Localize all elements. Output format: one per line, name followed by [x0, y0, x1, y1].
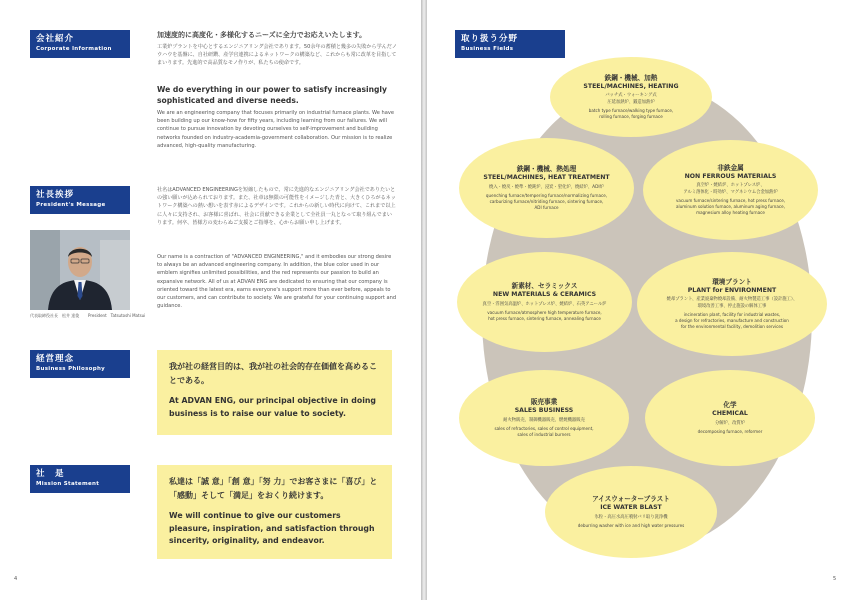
mission-label-en: Mission Statement [36, 481, 100, 487]
field-subtitle-jp: バッチ式・ウォーキング式 圧延加熱炉、鍛造加熱炉 [605, 93, 657, 105]
field-bubble-environment [637, 252, 827, 356]
field-bubble-chemical [645, 370, 815, 466]
field-detail-en: sales of refractories, sales of control equipment, sales of industrial burners [494, 425, 594, 437]
field-detail-en: incineration plant, facility for industrial wastes, a design for refractories, manufacture and construction for the environmental facility, demolition services [675, 312, 789, 330]
mission-label-jp: 社 是 [36, 469, 65, 479]
field-subtitle-jp: 耐火物販売、制御機器販売、燃焼機器販売 [503, 417, 585, 423]
field-title-jp: 鉄鋼・機械、加熱 [604, 73, 658, 82]
president-label [30, 186, 130, 214]
corporate-info-label [30, 30, 130, 58]
field-subtitle-jp: 焼却プラント、産業廃棄物焼却設備、耐火物製造工事（設計施工）、 環境改善工事、停止施設の解体工事 [666, 297, 798, 309]
president-caption-en: President Tatsutoshi Matsui [88, 313, 146, 318]
mission-text-en: We will continue to give our customers pleasure, inspiration, and satisfaction through sincerity, originality, and endeavor. [169, 511, 375, 545]
president-photo [30, 230, 130, 310]
field-title-en: PLANT for ENVIRONMENT [687, 286, 777, 294]
philosophy-label-jp: 経営理念 [36, 354, 75, 364]
field-bubble-sales [459, 370, 629, 466]
president-label-en: President's Message [36, 202, 106, 208]
field-bubble-steel-heat-treatment [459, 138, 634, 238]
right-page [427, 0, 848, 600]
president-body-en: Our name is a contraction of "ADVANCED ENGINEERING," and it embodies our strong desire to always be an advanced engineering company. In addition, the blue color used in our emblem signifies unlimited possibilities, and the red represents our passion to build an expansive network. All of us at ADVAN ENG are dedicated to ensuring that our company is oriented toward the latest era, earns everyone's support more than ever before, appeals to our customers, and can contribute to society. We are grateful for your continuing support and guidance. [157, 254, 397, 310]
left-page [0, 0, 421, 600]
field-bubble-non-ferrous [643, 140, 818, 240]
field-bubble-ice-water-blast [545, 466, 717, 558]
field-title-jp: 販売事業 [530, 398, 558, 407]
field-title-en: CHEMICAL [712, 410, 748, 418]
field-detail-en: quenching furnace/tempering furnace/normalizing furnace, carburizing furnace/nitriding furnace, sintering furnace, ADI furnace [485, 192, 608, 210]
field-detail-en: decomposing furnace, reformer [697, 428, 763, 434]
corporate-body-en: We are an engineering company that focuses primarily on industrial furnace plants. We have been building up our know-how for fifty years, including learning from our failures. We will continue to pursue innovation by devoting ourselves to self-improvement and building networks founded on industry-academia-government collaboration. Our mission is to realize advanced, high-quality manufacturing. [157, 110, 395, 149]
corporate-info-label-en: Corporate Information [36, 46, 112, 52]
field-subtitle-jp: 真空炉・焼結炉、ホットプレス炉、 アルミ溶体化・時効炉、マグネシウム合金加熱炉 [683, 183, 778, 195]
field-detail-en: batch type furnace/walking type furnace, rolling furnace, forging furnace [588, 108, 674, 120]
corporate-info-label-jp: 会社紹介 [36, 34, 75, 44]
philosophy-label [30, 350, 130, 378]
philosophy-label-en: Business Philosophy [36, 366, 106, 372]
field-title-en: NON FERROUS MATERIALS [684, 172, 777, 180]
field-detail-en: deburring washer with ice and high water pressures [577, 522, 685, 528]
field-title-jp: 非鉄金属 [717, 163, 744, 172]
president-label-jp: 社長挨拶 [36, 190, 75, 200]
corporate-heading-jp: 加速度的に高度化・多様化するニーズに全力でお応えいたします。 [157, 31, 367, 39]
president-caption-jp: 代表取締役社長 松井 達俊 [30, 313, 80, 318]
field-title-en: ICE WATER BLAST [600, 504, 662, 512]
page-number-right: 5 [833, 576, 837, 582]
field-bubble-steel-heating [550, 57, 712, 137]
field-detail-en: vacuum furnace/atmosphere high temperature furnace, hot press furnace, sintering furnace, annealing furnace [487, 309, 602, 321]
field-title-en: SALES BUSINESS [514, 407, 574, 415]
field-subtitle-jp: 分解炉、改質炉 [714, 420, 746, 426]
field-title-jp: 環境プラント [712, 277, 752, 286]
field-title-jp: 鉄鋼・機械、熱処理 [516, 165, 577, 174]
philosophy-text-en: At ADVAN ENG, our principal objective in doing business is to raise our value to society. [169, 396, 377, 418]
mission-box [157, 465, 392, 559]
philosophy-box [157, 350, 392, 435]
corporate-body-jp: 工業炉プラントを中心とするエンジニアリング会社であります。50余年の蓄積と幾多の失敗から学んだノウハウを基盤に、自社研鑽、産学官連携によるネットワークの構築など、これからも常に改革を目指してまいります。先進的で高品質なモノ作りが、私たちの使命です。 [157, 44, 397, 67]
field-title-en: STEEL/MACHINES, HEAT TREATMENT [483, 174, 610, 182]
field-title-en: STEEL/MACHINES, HEATING [583, 82, 679, 90]
business-fields-label-en: Business Fields [461, 46, 514, 52]
mission-text-jp: 私達は「誠 意」「創 意」「努 力」でお客さまに「喜び」と「感動」そして「満足」をおくり続けます。 [169, 477, 378, 500]
field-subtitle-jp: 氷粒・高圧水高圧噴射バリ取り洗浄機 [594, 514, 668, 520]
page-number-left: 4 [14, 576, 18, 582]
field-title-jp: アイスウォーターブラスト [592, 495, 670, 504]
field-title-jp: 化学 [723, 401, 737, 410]
business-fields-label-jp: 取り扱う分野 [461, 34, 519, 44]
president-portrait-image [30, 230, 130, 310]
field-subtitle-jp: 焼入・焼戻・焼準・焼鈍炉、浸炭・窒化炉、焼結炉、ADI炉 [489, 184, 604, 190]
business-fields-label [455, 30, 565, 58]
philosophy-text-jp: 我が社の経営目的は、我が社の社会的存在価値を高めることである。 [169, 362, 377, 385]
corporate-heading-en: We do everything in our power to satisfy increasingly sophisticated and diverse needs. [157, 85, 387, 105]
field-title-jp: 新素材、セラミックス [511, 282, 578, 291]
mission-label [30, 465, 130, 493]
field-subtitle-jp: 真空・雰囲気高温炉、ホットプレス炉、焼結炉、石英アニール炉 [482, 301, 607, 307]
field-title-en: NEW MATERIALS & CERAMICS [492, 291, 597, 299]
field-detail-en: vacuum furnace/sintering furnace, hot press furnace, aluminum solution furnace, aluminum aging furnace, magnesium alloy heating furnace [675, 198, 786, 216]
field-bubble-new-materials [457, 252, 632, 352]
president-body-jp: 社名はADVANCED ENGINEERINGを短縮したもので、常に先進的なエンジニアリング会社でありたいとの強い願いが込められております。また、社章は無限の可能性をイメージした青と、大きくひろがるネットワーク構築への熱い想いを表す赤によるデザインです。これからの新しい時代に向けて、これまで以上に人々に支持され、お客様に喜ばれ、社会に貢献できる企業として全社員一丸となって取り組んでまいります。何卒、皆様方の変わらぬご支援とご指導を、心からお願い申し上げます。 [157, 187, 396, 226]
